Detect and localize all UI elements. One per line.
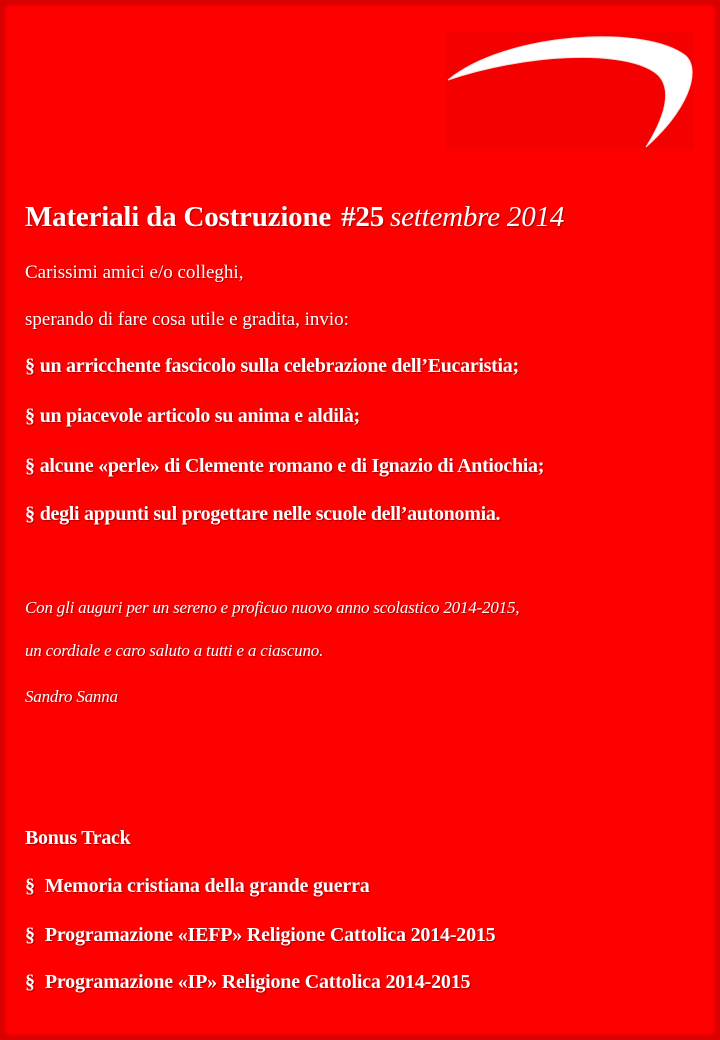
closing-line-1: Con gli auguri per un sereno e proficuo nuovo anno scolastico 2014-2015, (25, 598, 520, 617)
issue-number: #25 (341, 201, 384, 233)
list-item-text: un piacevole articolo su anima e aldilà; (39, 405, 360, 427)
list-item (25, 503, 500, 526)
section-bullet: § (25, 355, 35, 377)
bonus-link-item[interactable] (25, 924, 495, 947)
signature: Sandro Sanna (25, 687, 118, 706)
logo (446, 32, 694, 149)
bonus-link-text[interactable]: Programazione «IP» Religione Cattolica 2014-2015 (44, 971, 471, 993)
list-item (25, 455, 544, 478)
list-item-text: alcune «perle» di Clemente romano e di Ignazio di Antiochia; (39, 455, 545, 477)
issue-date: settembre 2014 (390, 201, 565, 233)
list-item-text: degli appunti sul progettare nelle scuole dell’autonomia. (39, 503, 501, 525)
list-item (25, 355, 519, 378)
bonus-link-item[interactable] (25, 875, 370, 898)
section-bullet: § (25, 405, 35, 427)
page-title (25, 201, 564, 234)
section-bullet: § (25, 455, 35, 477)
bonus-link-text[interactable]: Programazione «IEFP» Religione Cattolica 2014-2015 (44, 924, 496, 946)
list-item (25, 405, 360, 428)
swoosh-logo-icon (446, 32, 694, 149)
bonus-link-text[interactable]: Memoria cristiana della grande guerra (44, 875, 370, 897)
section-bullet: § (25, 875, 35, 897)
title-text: Materiali da Costruzione (25, 201, 332, 233)
section-bullet: § (25, 971, 35, 993)
list-item-text: un arricchente fascicolo sulla celebrazione dell’Eucaristia; (39, 355, 519, 377)
bonus-heading: Bonus Track (25, 827, 131, 849)
closing-line-2: un cordiale e caro saluto a tutti e a ciascuno. (25, 641, 324, 660)
section-bullet: § (25, 924, 35, 946)
bonus-link-item[interactable] (25, 971, 470, 994)
section-bullet: § (25, 503, 35, 525)
greeting: Carissimi amici e/o colleghi, (25, 262, 244, 283)
intro-lead: sperando di fare cosa utile e gradita, invio: (25, 309, 349, 330)
